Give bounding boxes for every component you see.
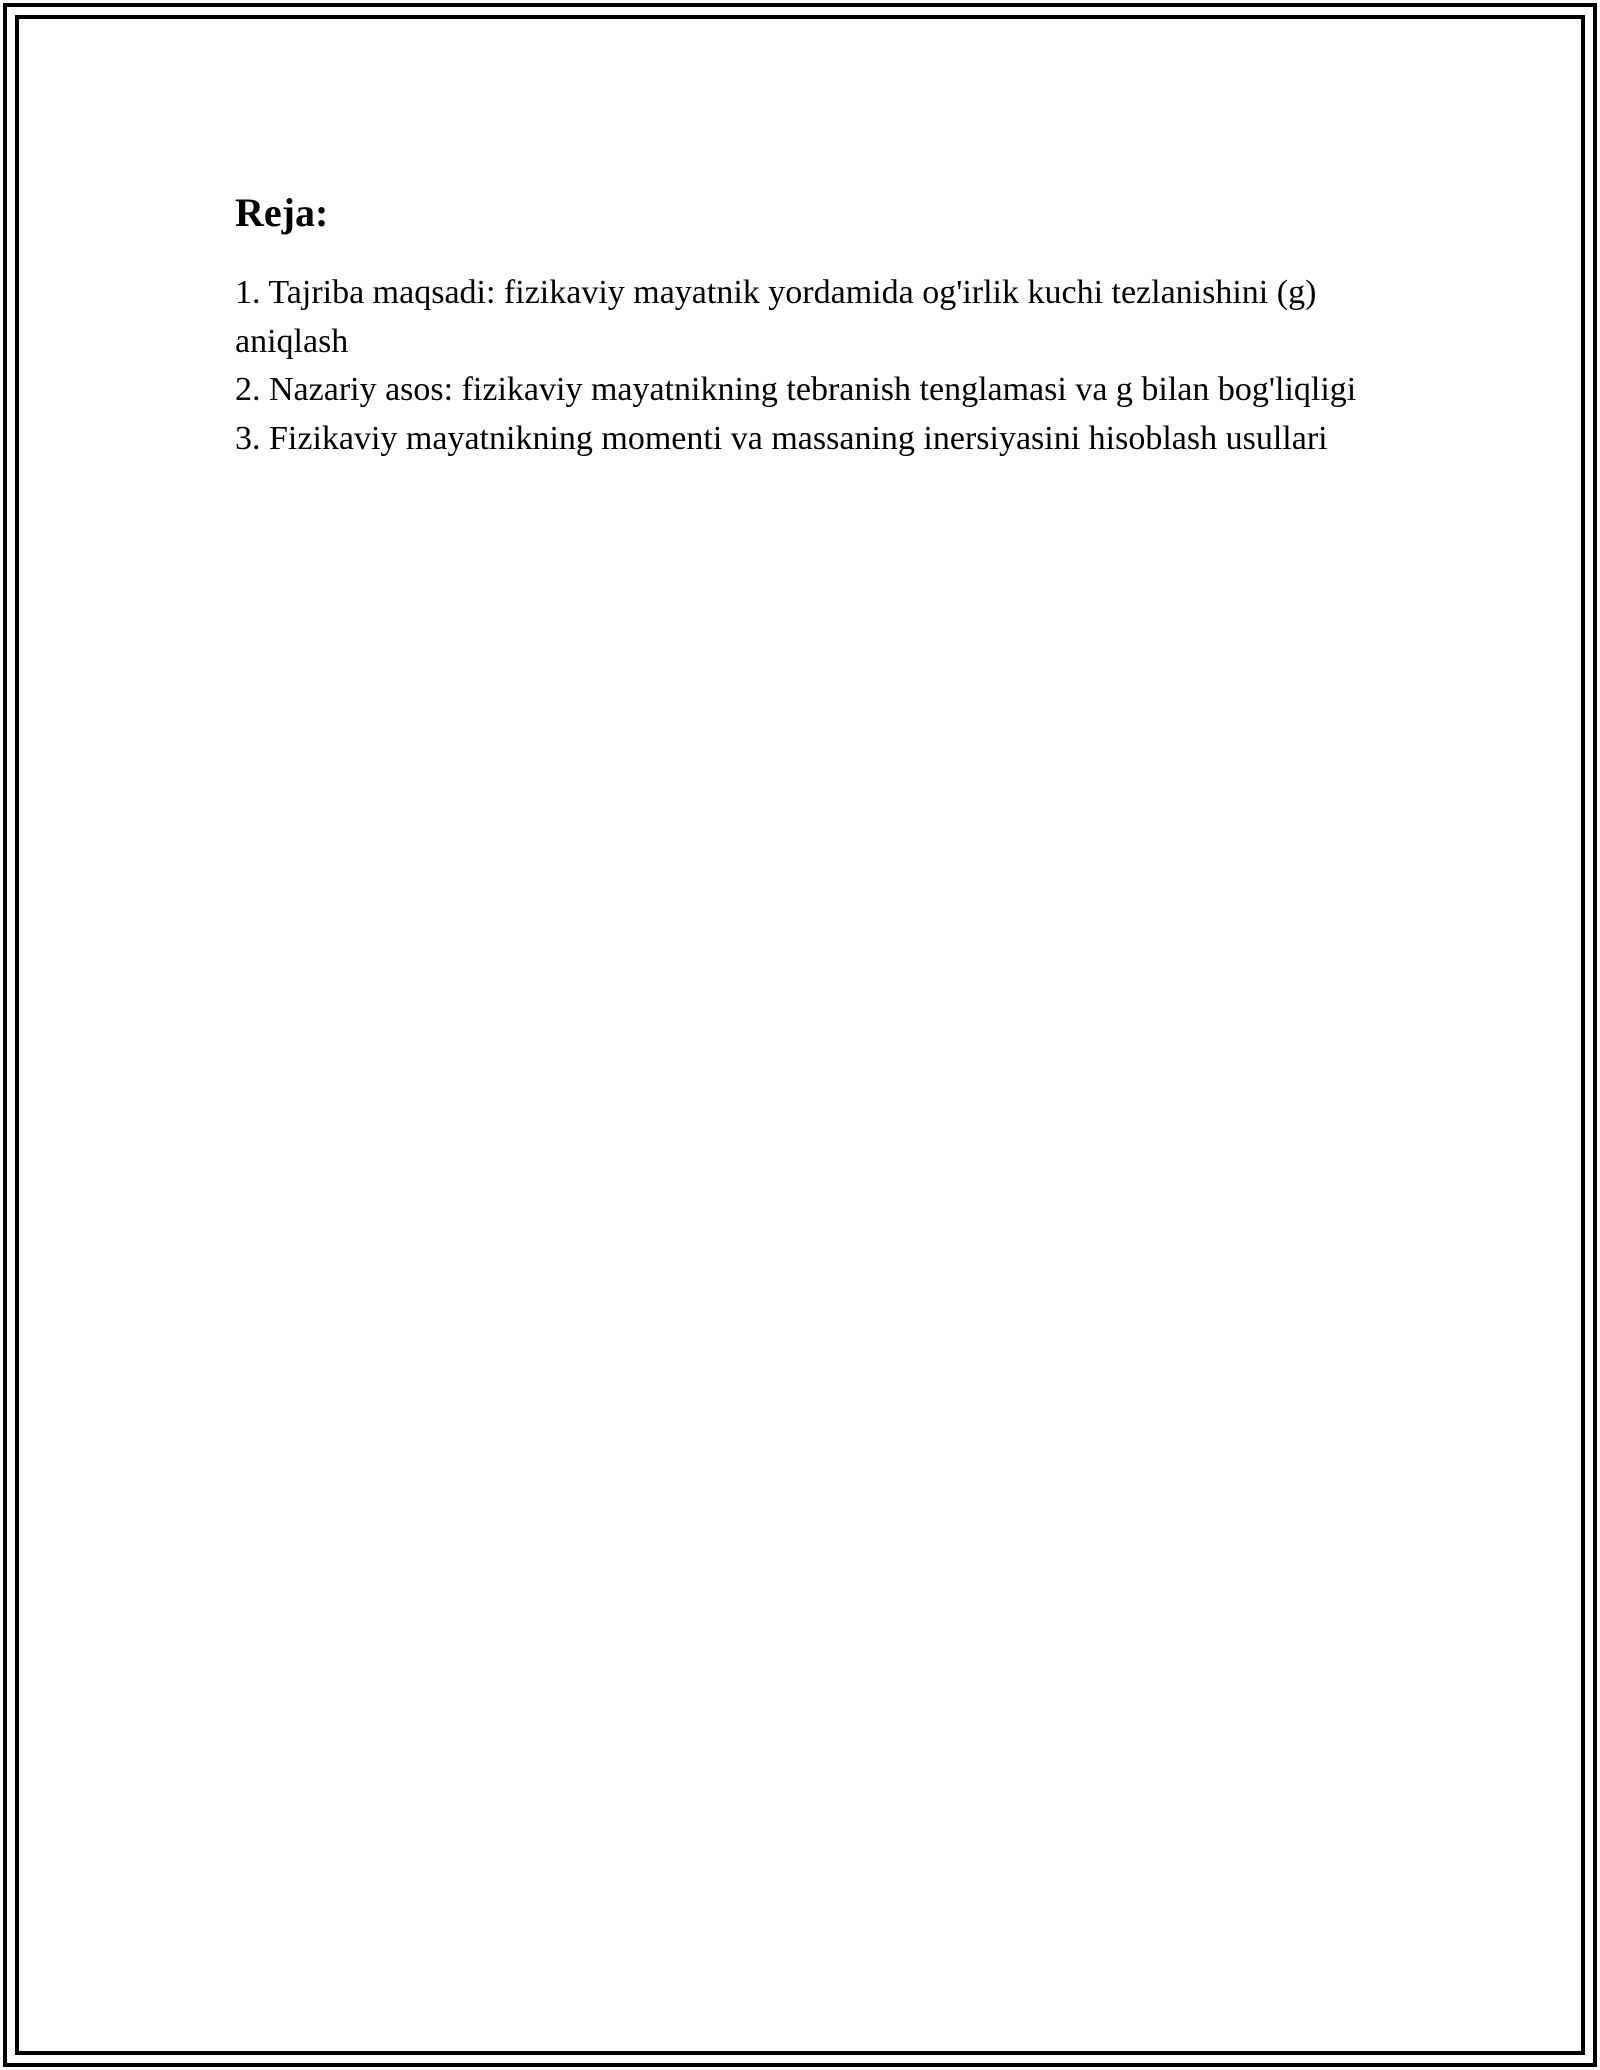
plan-item-3: 3. Fizikaviy mayatnikning momenti va massaning inersiyasini hisoblash usullari (235, 419, 1328, 457)
plan-item-1: 1. Tajriba maqsadi: fizikaviy mayatnik yordamida og'irlik kuchi tezlanishini (g) aniqlash (235, 274, 1317, 360)
plan-title: Reja: (235, 190, 329, 235)
plan-item-2: 2. Nazariy asos: fizikaviy mayatnikning tebranish tenglamasi va g bilan bog'liqligi (235, 371, 1357, 408)
plan-list (235, 269, 1375, 463)
page-content (235, 185, 1375, 463)
